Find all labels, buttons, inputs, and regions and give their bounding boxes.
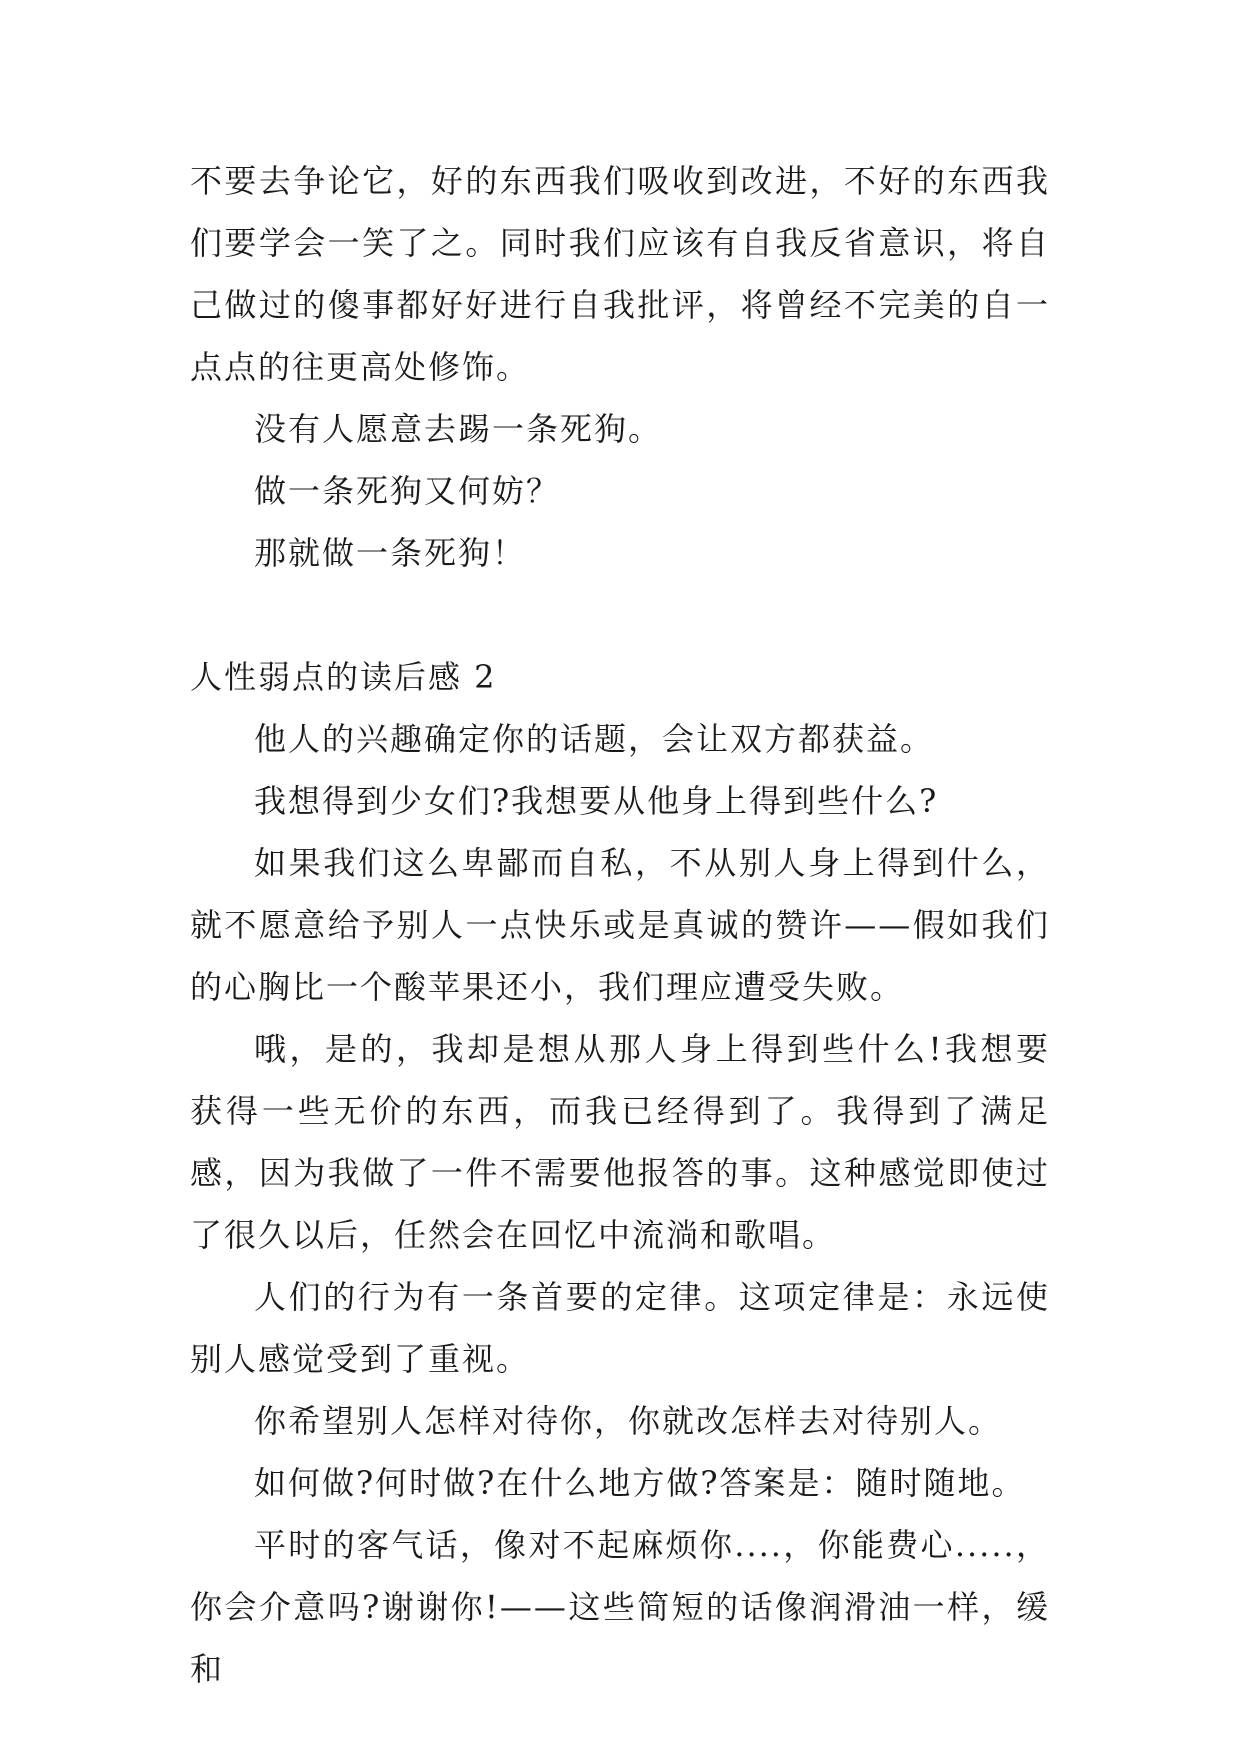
paragraph: 哦，是的，我却是想从那人身上得到些什么!我想要获得一些无价的东西，而我已经得到了。我得到了满足感，因为我做了一件不需要他报答的事。这种感觉即使过了很久以后，任然会在回忆中流淌和歌唱。 bbox=[190, 1030, 1050, 1254]
paragraph: 那就做一条死狗！ bbox=[254, 534, 527, 572]
paragraph: 没有人愿意去踢一条死狗。 bbox=[254, 410, 663, 448]
paragraph: 做一条死狗又何妨？ bbox=[254, 472, 561, 510]
paragraph: 他人的兴趣确定你的话题，会让双方都获益。 bbox=[254, 720, 935, 758]
paragraph: 不要去争论它，好的东西我们吸收到改进，不好的东西我们要学会一笑了之。同时我们应该有自我反省意识，将自己做过的傻事都好好进行自我批评，将曾经不完美的自一点点的往更高处修饰。 bbox=[190, 162, 1050, 386]
paragraph: 如果我们这么卑鄙而自私，不从别人身上得到什么，就不愿意给予别人一点快乐或是真诚的赞许——假如我们的心胸比一个酸苹果还小，我们理应遭受失败。 bbox=[190, 844, 1050, 1006]
paragraph: 如何做?何时做?在什么地方做?答案是：随时随地。 bbox=[254, 1464, 1026, 1502]
paragraph: 你希望别人怎样对待你，你就改怎样去对待别人。 bbox=[254, 1402, 1003, 1440]
section-heading: 人性弱点的读后感 2 bbox=[190, 658, 497, 696]
paragraph: 人们的行为有一条首要的定律。这项定律是：永远使别人感觉受到了重视。 bbox=[190, 1278, 1050, 1378]
document-body bbox=[190, 150, 1050, 1700]
paragraph: 我想得到少女们?我想要从他身上得到些什么? bbox=[254, 782, 939, 820]
paragraph: 平时的客气话，像对不起麻烦你....，你能费心.....，你会介意吗?谢谢你!——这些简短的话像润滑油一样，缓和 bbox=[190, 1526, 1050, 1688]
section-spacer bbox=[190, 584, 1050, 646]
